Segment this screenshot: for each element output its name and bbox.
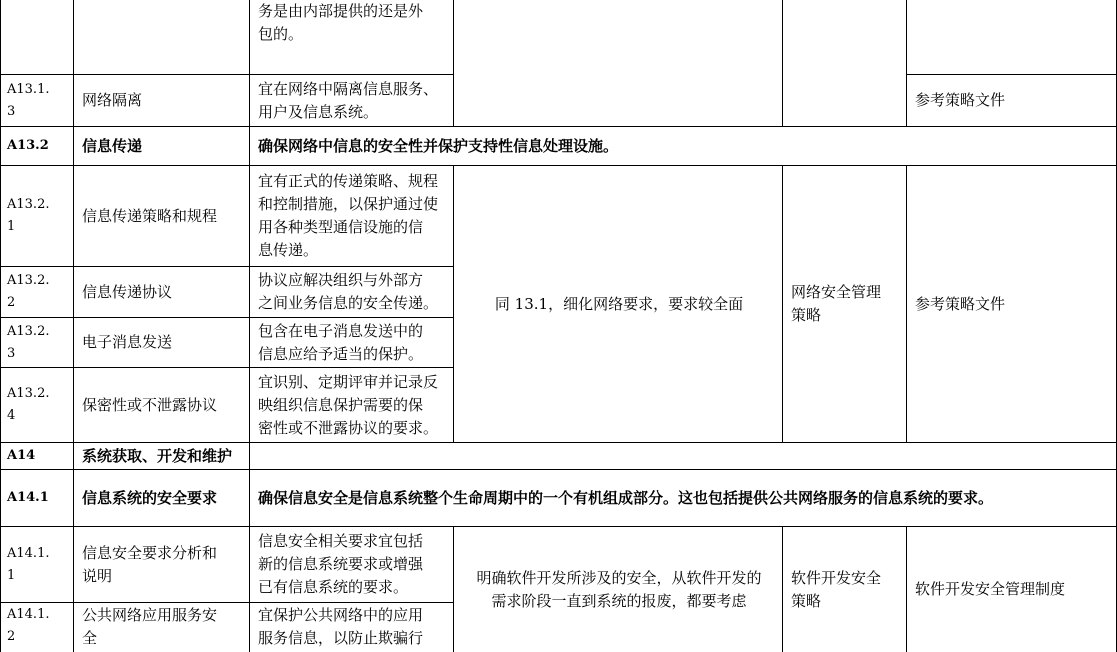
table-cell-section-title	[74, 443, 574, 469]
table-cell-requirement	[250, 166, 453, 266]
table-cell-id	[0, 267, 73, 317]
table-cell-id	[0, 127, 73, 165]
cell-text: 宜保护公共网络中的应用 服务信息，以防止欺骗行	[258, 606, 424, 647]
grid-line	[453, 0, 454, 127]
cell-text: 同 13.1，细化网络要求，要求较全面	[494, 294, 744, 313]
cell-text: 宜识别、定期评审并记录反 映组织信息保护需要的保 密性或不泄露协议的要求。	[258, 372, 439, 437]
cell-text: 信息系统的安全要求	[82, 488, 218, 507]
grid-line	[0, 165, 1117, 166]
cell-text: 系统获取、开发和维护	[82, 446, 233, 465]
table-cell-control-name	[74, 603, 249, 652]
grid-line	[782, 0, 783, 127]
table-cell-policy	[783, 166, 906, 442]
cell-text: A13.1. 3	[7, 81, 50, 119]
table-cell-requirement	[250, 527, 453, 602]
table-cell-id	[0, 368, 73, 442]
table-cell-control-name	[74, 470, 249, 526]
grid-line	[0, 469, 1117, 470]
table-cell-control-name	[74, 318, 249, 367]
cell-text: A13.2. 3	[7, 323, 50, 361]
table-cell-requirement	[250, 368, 453, 442]
table-cell-requirement	[250, 603, 453, 652]
table-cell-document	[907, 166, 1117, 442]
table-cell-id	[0, 166, 73, 266]
grid-line	[0, 442, 1117, 443]
table-cell-document	[907, 527, 1117, 652]
grid-line	[73, 0, 74, 652]
table-cell-control-name	[74, 166, 249, 266]
table-cell-objective	[250, 127, 1117, 165]
cell-text: 网络隔离	[82, 91, 143, 109]
table-cell-id	[0, 443, 73, 469]
table-cell-requirement	[250, 0, 453, 75]
table-cell-control-name	[74, 527, 249, 602]
cell-text: 信息安全要求分析和 说明	[82, 543, 218, 585]
cell-text: 宜有正式的传递策略、规程 和控制措施，以保护通过使 用各种类型通信设施的信 息传递。	[258, 172, 439, 259]
cell-text: 确保信息安全是信息系统整个生命周期中的一个有机组成部分。这也包括提供公共网络服务的信息系统的要求。	[258, 488, 994, 507]
cell-text: 明确软件开发所涉及的安全，从软件开发的 需求阶段一直到系统的报废，都要考虑	[476, 568, 762, 610]
table-cell-policy	[783, 527, 906, 652]
cell-text: 公共网络应用服务安 全	[82, 606, 218, 647]
cell-text: 网络安全管理 策略	[791, 283, 882, 324]
grid-line	[249, 0, 250, 652]
cell-text: 软件开发安全 策略	[791, 568, 882, 610]
grid-line	[0, 74, 453, 75]
cell-text: 参考策略文件	[915, 294, 1006, 313]
cell-text: 保密性或不泄露协议	[82, 395, 218, 414]
cell-text: 协议应解决组织与外部方 之间业务信息的安全传递。	[258, 271, 439, 312]
grid-line	[0, 367, 453, 368]
grid-line	[453, 166, 454, 443]
table-cell-id	[0, 470, 73, 526]
cell-text: 信息传递	[82, 136, 143, 155]
cell-text: 信息安全相关要求宜包括 新的信息系统要求或增强 已有信息系统的要求。	[258, 532, 424, 596]
grid-line	[0, 317, 453, 318]
cell-text: 信息传递协议	[82, 282, 173, 301]
table-cell-requirement	[250, 267, 453, 317]
cell-text: 信息传递策略和规程	[82, 206, 218, 225]
cell-text: A14.1. 2	[7, 607, 50, 644]
cell-text: A14	[7, 448, 36, 463]
cell-text: 确保网络中信息的安全性并保护支持性信息处理设施。	[258, 136, 619, 155]
table-cell-id	[0, 75, 73, 126]
table-cell-requirement	[250, 75, 453, 126]
cell-text: A13.2	[7, 138, 49, 153]
table-cell-control-name	[74, 127, 249, 165]
table-cell-note	[454, 166, 782, 442]
cell-text: 包含在电子消息发送中的 信息应给予适当的保护。	[258, 321, 424, 363]
grid-line	[0, 126, 1117, 127]
cell-text: 参考策略文件	[915, 91, 1006, 109]
grid-line	[0, 602, 453, 603]
grid-line	[906, 527, 907, 652]
table-cell-note	[454, 527, 782, 652]
grid-line	[453, 527, 454, 652]
table-cell-objective	[250, 470, 1117, 526]
cell-text: A13.2. 1	[7, 197, 50, 234]
grid-line	[906, 166, 907, 443]
cell-text: 宜在网络中隔离信息服务、 用户及信息系统。	[258, 79, 439, 121]
table-cell-control-name	[74, 75, 249, 126]
table-cell-control-name	[74, 368, 249, 442]
grid-line	[0, 526, 1117, 527]
cell-text: 软件开发安全管理制度	[915, 580, 1066, 598]
cell-text: A13.2. 4	[7, 386, 50, 423]
table-cell-control-name	[74, 267, 249, 317]
cell-text: A14.1. 1	[7, 545, 50, 583]
cell-text: 务是由内部提供的还是外 包的。	[258, 2, 424, 43]
table-cell-id	[0, 318, 73, 367]
table-cell-id	[0, 527, 73, 602]
cell-text: A13.2. 2	[7, 273, 50, 310]
grid-line	[0, 266, 453, 267]
table-cell-id	[0, 603, 73, 652]
table-cell-requirement	[250, 318, 453, 367]
grid-line	[906, 0, 907, 127]
table-cell-document	[907, 75, 1117, 126]
cell-text: 电子消息发送	[82, 333, 173, 351]
grid-line	[782, 527, 783, 652]
grid-line	[906, 74, 1117, 75]
cell-text: A14.1	[7, 490, 49, 505]
grid-line	[782, 166, 783, 443]
grid-line	[0, 0, 1, 652]
